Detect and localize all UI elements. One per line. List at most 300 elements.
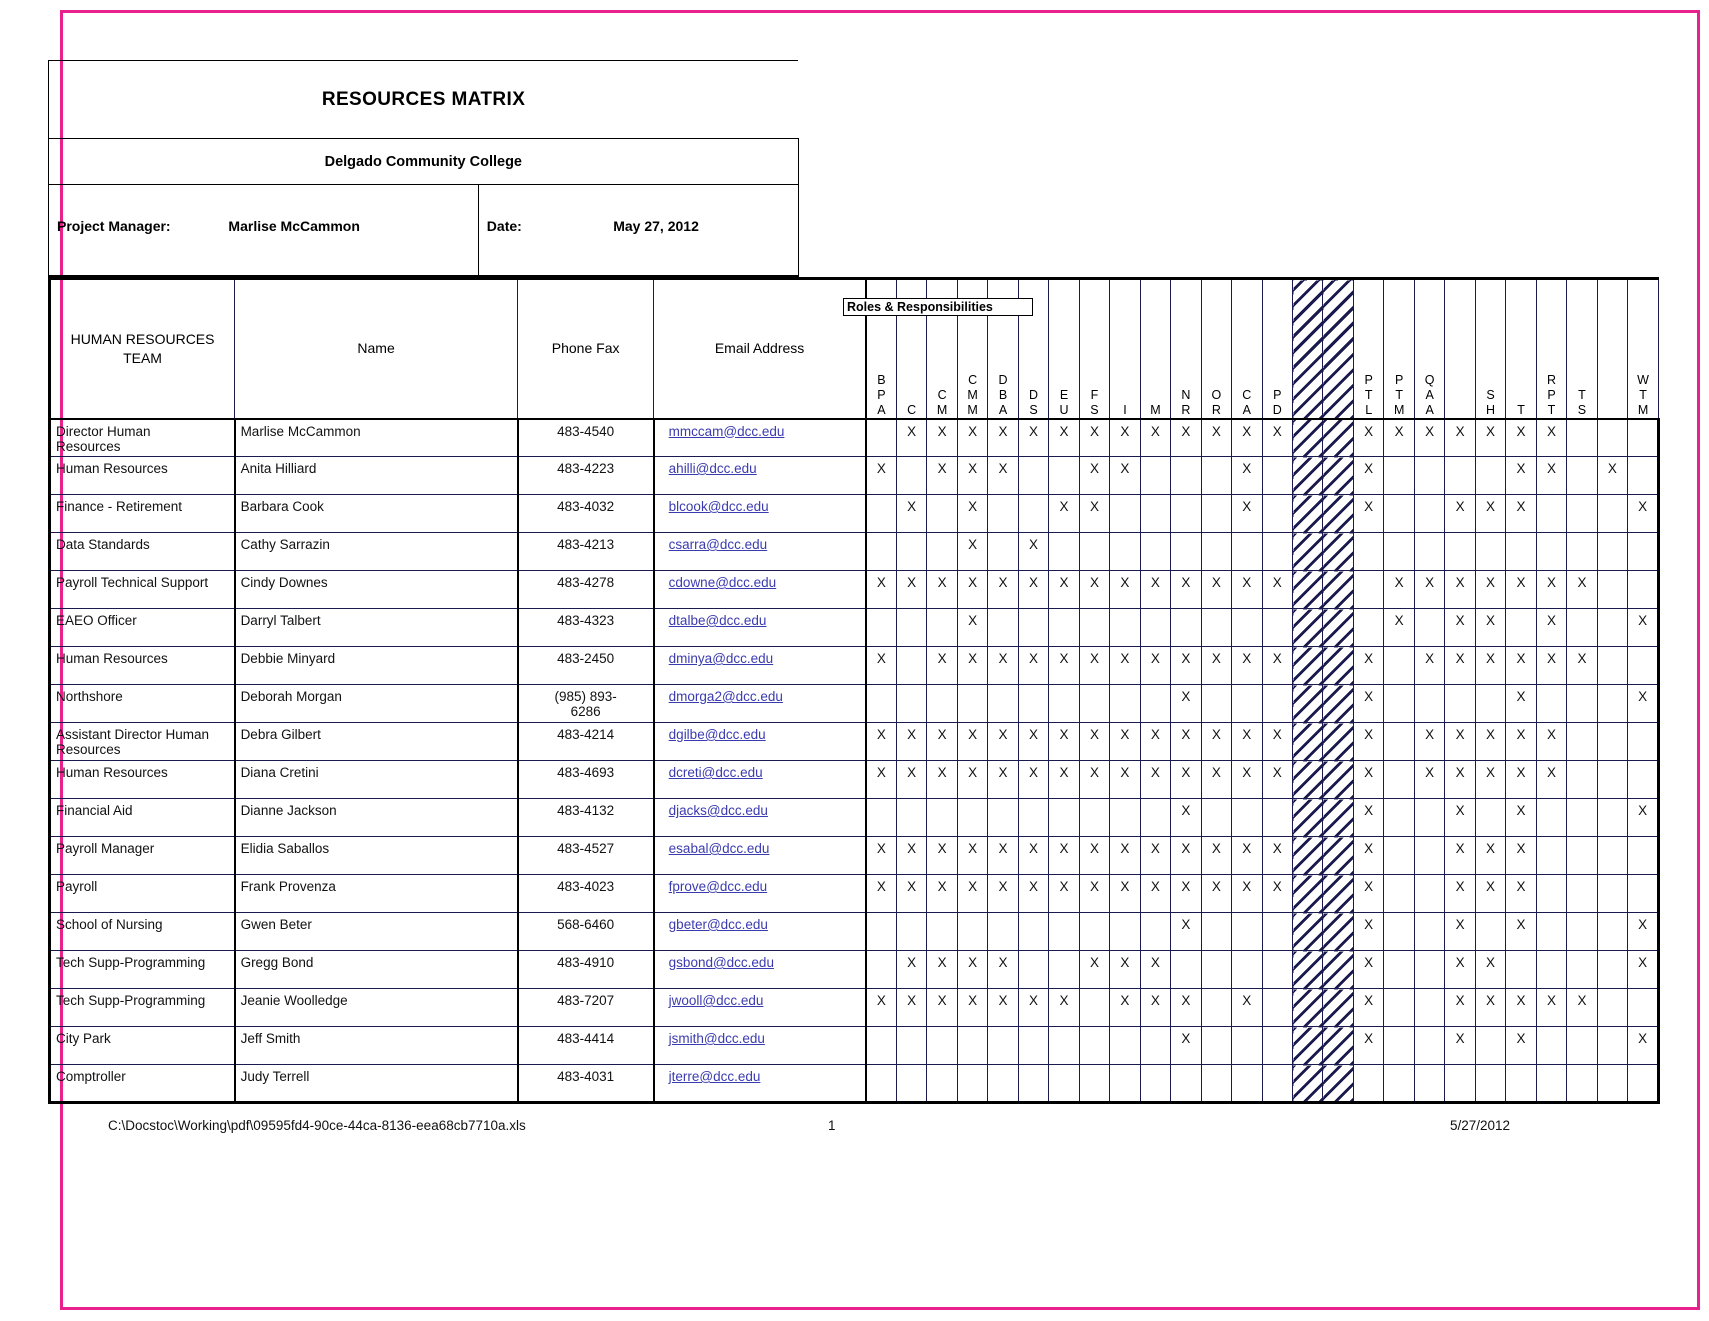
cell-email[interactable] [654, 951, 866, 989]
cell-role-nr[interactable]: X [1171, 685, 1201, 723]
cell-role-blank1[interactable]: X [1445, 951, 1475, 989]
cell-role-sh[interactable]: X [1475, 837, 1505, 875]
cell-role-ptm[interactable] [1384, 989, 1414, 1027]
cell-role-ca[interactable]: X [1232, 837, 1262, 875]
cell-role-rpt[interactable] [1536, 875, 1566, 913]
cell-role-dba[interactable] [988, 799, 1018, 837]
cell-role-t[interactable] [1506, 1065, 1536, 1103]
cell-role-or[interactable]: X [1201, 761, 1231, 799]
cell-role-pg[interactable] [1323, 799, 1353, 837]
cell-role-ptl[interactable] [1353, 571, 1383, 609]
cell-role-ptl[interactable] [1353, 1065, 1383, 1103]
cell-role-m[interactable] [1140, 1065, 1170, 1103]
cell-role-ts[interactable] [1567, 457, 1597, 495]
cell-role-c[interactable] [896, 457, 926, 495]
cell-role-i[interactable] [1110, 609, 1140, 647]
cell-role-cmm[interactable]: X [957, 533, 987, 571]
cell-email[interactable] [654, 495, 866, 533]
cell-role-ds[interactable]: X [1018, 837, 1048, 875]
cell-role-pg[interactable] [1323, 913, 1353, 951]
cell-role-dba[interactable] [988, 685, 1018, 723]
cell-role-ptm[interactable] [1384, 1027, 1414, 1065]
cell-role-ds[interactable]: X [1018, 647, 1048, 685]
cell-role-cmm[interactable] [957, 1065, 987, 1103]
cell-role-ptl[interactable]: X [1353, 685, 1383, 723]
cell-role-fs[interactable]: X [1079, 457, 1109, 495]
cell-role-ds[interactable] [1018, 495, 1048, 533]
cell-role-t[interactable]: X [1506, 723, 1536, 761]
cell-role-ptl[interactable]: X [1353, 875, 1383, 913]
cell-role-wtm[interactable] [1628, 723, 1659, 761]
cell-role-qaa[interactable] [1414, 837, 1444, 875]
cell-role-ptl[interactable]: X [1353, 761, 1383, 799]
cell-role-t[interactable]: X [1506, 571, 1536, 609]
cell-role-rpt[interactable] [1536, 1027, 1566, 1065]
cell-role-blank2[interactable] [1597, 1027, 1627, 1065]
cell-role-qaa[interactable] [1414, 1027, 1444, 1065]
cell-role-or[interactable]: X [1201, 723, 1231, 761]
cell-role-rpt[interactable] [1536, 913, 1566, 951]
cell-role-rpt[interactable] [1536, 799, 1566, 837]
cell-role-wtm[interactable] [1628, 533, 1659, 571]
cell-role-pd[interactable] [1262, 951, 1292, 989]
cell-role-or[interactable] [1201, 609, 1231, 647]
cell-role-dba[interactable] [988, 913, 1018, 951]
cell-role-fs[interactable]: X [1079, 419, 1109, 457]
cell-role-t[interactable]: X [1506, 1027, 1536, 1065]
cell-role-t[interactable]: X [1506, 647, 1536, 685]
cell-role-m[interactable]: X [1140, 951, 1170, 989]
cell-role-c[interactable] [896, 1027, 926, 1065]
cell-role-ptl[interactable] [1353, 609, 1383, 647]
cell-role-blank1[interactable]: X [1445, 1027, 1475, 1065]
cell-role-pd[interactable]: X [1262, 723, 1292, 761]
cell-role-eu[interactable] [1049, 457, 1079, 495]
cell-role-or[interactable] [1201, 495, 1231, 533]
cell-role-nr[interactable]: X [1171, 723, 1201, 761]
cell-email[interactable] [654, 875, 866, 913]
cell-role-m[interactable] [1140, 495, 1170, 533]
cell-role-pg[interactable] [1323, 571, 1353, 609]
cell-role-pd[interactable] [1262, 1027, 1292, 1065]
cell-role-qaa[interactable]: X [1414, 571, 1444, 609]
cell-role-dba[interactable]: X [988, 837, 1018, 875]
cell-role-m[interactable] [1140, 457, 1170, 495]
cell-role-t[interactable]: X [1506, 685, 1536, 723]
email-link[interactable]: jsmith@dcc.edu [668, 1031, 765, 1046]
cell-role-sh[interactable]: X [1475, 571, 1505, 609]
cell-role-c[interactable] [896, 609, 926, 647]
cell-role-i[interactable]: X [1110, 647, 1140, 685]
cell-role-eu[interactable] [1049, 685, 1079, 723]
cell-role-dba[interactable]: X [988, 571, 1018, 609]
cell-role-fs[interactable] [1079, 799, 1109, 837]
cell-role-rpt[interactable]: X [1536, 989, 1566, 1027]
cell-role-t[interactable] [1506, 951, 1536, 989]
cell-role-wtm[interactable] [1628, 457, 1659, 495]
cell-role-blank1[interactable]: X [1445, 989, 1475, 1027]
cell-role-cmm[interactable] [957, 799, 987, 837]
cell-role-m[interactable]: X [1140, 723, 1170, 761]
cell-role-or[interactable] [1201, 951, 1231, 989]
cell-role-ca[interactable]: X [1232, 875, 1262, 913]
cell-role-t[interactable]: X [1506, 837, 1536, 875]
cell-role-blank2[interactable] [1597, 837, 1627, 875]
email-link[interactable]: fprove@dcc.edu [668, 879, 768, 894]
cell-role-ptl[interactable]: X [1353, 647, 1383, 685]
cell-role-blank2[interactable] [1597, 533, 1627, 571]
cell-role-rpt[interactable]: X [1536, 419, 1566, 457]
cell-role-rpt[interactable]: X [1536, 609, 1566, 647]
email-link[interactable]: esabal@dcc.edu [668, 841, 770, 856]
cell-role-blank2[interactable] [1597, 875, 1627, 913]
cell-role-pm[interactable] [1293, 761, 1323, 799]
cell-role-nr[interactable]: X [1171, 571, 1201, 609]
cell-role-pd[interactable] [1262, 609, 1292, 647]
cell-role-t[interactable]: X [1506, 761, 1536, 799]
cell-role-pd[interactable] [1262, 989, 1292, 1027]
cell-role-nr[interactable]: X [1171, 837, 1201, 875]
cell-role-ds[interactable]: X [1018, 571, 1048, 609]
cell-role-i[interactable]: X [1110, 571, 1140, 609]
cell-role-pm[interactable] [1293, 723, 1323, 761]
cell-role-ts[interactable] [1567, 837, 1597, 875]
cell-role-sh[interactable]: X [1475, 609, 1505, 647]
cell-role-blank1[interactable]: X [1445, 571, 1475, 609]
cell-role-eu[interactable]: X [1049, 875, 1079, 913]
cell-role-eu[interactable]: X [1049, 723, 1079, 761]
cell-role-rpt[interactable]: X [1536, 761, 1566, 799]
cell-role-ts[interactable] [1567, 723, 1597, 761]
cell-role-pg[interactable] [1323, 609, 1353, 647]
cell-role-wtm[interactable] [1628, 837, 1659, 875]
cell-role-pm[interactable] [1293, 799, 1323, 837]
cell-role-wtm[interactable]: X [1628, 685, 1659, 723]
cell-role-bpa[interactable] [866, 609, 896, 647]
cell-role-pm[interactable] [1293, 609, 1323, 647]
cell-role-blank1[interactable]: X [1445, 761, 1475, 799]
cell-role-m[interactable] [1140, 799, 1170, 837]
cell-role-i[interactable]: X [1110, 419, 1140, 457]
cell-role-qaa[interactable] [1414, 913, 1444, 951]
cell-role-i[interactable]: X [1110, 457, 1140, 495]
cell-role-nr[interactable] [1171, 951, 1201, 989]
cell-role-pm[interactable] [1293, 951, 1323, 989]
cell-role-bpa[interactable]: X [866, 647, 896, 685]
cell-role-eu[interactable] [1049, 1027, 1079, 1065]
cell-role-wtm[interactable]: X [1628, 951, 1659, 989]
cell-role-dba[interactable]: X [988, 647, 1018, 685]
cell-role-sh[interactable] [1475, 799, 1505, 837]
cell-role-cm[interactable]: X [927, 723, 957, 761]
cell-role-pd[interactable] [1262, 495, 1292, 533]
cell-role-fs[interactable] [1079, 533, 1109, 571]
cell-role-t[interactable]: X [1506, 799, 1536, 837]
cell-role-pd[interactable] [1262, 533, 1292, 571]
cell-role-i[interactable]: X [1110, 989, 1140, 1027]
cell-role-nr[interactable]: X [1171, 1027, 1201, 1065]
cell-role-pg[interactable] [1323, 875, 1353, 913]
cell-role-wtm[interactable]: X [1628, 913, 1659, 951]
cell-role-rpt[interactable]: X [1536, 723, 1566, 761]
cell-role-rpt[interactable] [1536, 951, 1566, 989]
email-link[interactable]: blcook@dcc.edu [668, 499, 769, 514]
cell-role-i[interactable] [1110, 913, 1140, 951]
cell-role-blank2[interactable] [1597, 495, 1627, 533]
cell-role-nr[interactable]: X [1171, 913, 1201, 951]
cell-role-m[interactable]: X [1140, 571, 1170, 609]
cell-role-or[interactable]: X [1201, 875, 1231, 913]
cell-role-wtm[interactable]: X [1628, 495, 1659, 533]
cell-role-cm[interactable]: X [927, 457, 957, 495]
cell-role-m[interactable]: X [1140, 647, 1170, 685]
cell-role-ca[interactable] [1232, 1065, 1262, 1103]
cell-role-sh[interactable] [1475, 533, 1505, 571]
cell-role-t[interactable]: X [1506, 989, 1536, 1027]
cell-role-blank2[interactable]: X [1597, 457, 1627, 495]
cell-role-ca[interactable] [1232, 1027, 1262, 1065]
cell-role-c[interactable] [896, 913, 926, 951]
cell-role-c[interactable]: X [896, 495, 926, 533]
cell-role-t[interactable]: X [1506, 419, 1536, 457]
cell-role-nr[interactable] [1171, 1065, 1201, 1103]
cell-role-bpa[interactable]: X [866, 875, 896, 913]
cell-role-sh[interactable] [1475, 1027, 1505, 1065]
cell-role-c[interactable]: X [896, 723, 926, 761]
cell-role-eu[interactable]: X [1049, 419, 1079, 457]
cell-email[interactable] [654, 989, 866, 1027]
cell-role-pm[interactable] [1293, 457, 1323, 495]
cell-role-m[interactable]: X [1140, 419, 1170, 457]
cell-role-blank2[interactable] [1597, 723, 1627, 761]
cell-role-eu[interactable] [1049, 799, 1079, 837]
cell-role-i[interactable]: X [1110, 875, 1140, 913]
cell-role-cm[interactable] [927, 495, 957, 533]
cell-role-ts[interactable]: X [1567, 571, 1597, 609]
cell-role-rpt[interactable] [1536, 533, 1566, 571]
cell-role-c[interactable] [896, 685, 926, 723]
cell-role-ts[interactable] [1567, 951, 1597, 989]
cell-role-eu[interactable] [1049, 951, 1079, 989]
cell-role-ca[interactable] [1232, 685, 1262, 723]
cell-role-i[interactable]: X [1110, 837, 1140, 875]
cell-email[interactable] [654, 419, 866, 457]
cell-role-blank2[interactable] [1597, 951, 1627, 989]
cell-role-wtm[interactable]: X [1628, 609, 1659, 647]
cell-role-ca[interactable]: X [1232, 761, 1262, 799]
cell-role-ptl[interactable]: X [1353, 913, 1383, 951]
cell-role-nr[interactable]: X [1171, 875, 1201, 913]
cell-role-i[interactable]: X [1110, 951, 1140, 989]
cell-role-nr[interactable]: X [1171, 799, 1201, 837]
cell-role-ptm[interactable] [1384, 647, 1414, 685]
cell-role-ts[interactable] [1567, 799, 1597, 837]
cell-email[interactable] [654, 913, 866, 951]
cell-role-i[interactable]: X [1110, 761, 1140, 799]
cell-role-pm[interactable] [1293, 533, 1323, 571]
cell-role-nr[interactable]: X [1171, 761, 1201, 799]
cell-role-ptl[interactable]: X [1353, 723, 1383, 761]
cell-role-blank2[interactable] [1597, 609, 1627, 647]
cell-role-fs[interactable] [1079, 685, 1109, 723]
cell-role-bpa[interactable]: X [866, 837, 896, 875]
cell-role-cm[interactable]: X [927, 951, 957, 989]
cell-role-t[interactable]: X [1506, 457, 1536, 495]
cell-role-pd[interactable] [1262, 799, 1292, 837]
cell-role-dba[interactable] [988, 1027, 1018, 1065]
cell-role-pm[interactable] [1293, 1027, 1323, 1065]
cell-role-cmm[interactable]: X [957, 647, 987, 685]
cell-role-blank2[interactable] [1597, 913, 1627, 951]
cell-role-i[interactable] [1110, 799, 1140, 837]
cell-role-pd[interactable]: X [1262, 647, 1292, 685]
cell-role-cmm[interactable] [957, 913, 987, 951]
cell-role-cm[interactable]: X [927, 989, 957, 1027]
cell-role-ca[interactable] [1232, 609, 1262, 647]
cell-role-nr[interactable] [1171, 533, 1201, 571]
cell-role-ts[interactable] [1567, 419, 1597, 457]
cell-role-c[interactable] [896, 533, 926, 571]
cell-role-sh[interactable]: X [1475, 495, 1505, 533]
cell-role-pg[interactable] [1323, 495, 1353, 533]
cell-role-wtm[interactable] [1628, 1065, 1659, 1103]
cell-role-cm[interactable] [927, 533, 957, 571]
cell-role-qaa[interactable] [1414, 495, 1444, 533]
cell-role-cmm[interactable]: X [957, 609, 987, 647]
cell-role-sh[interactable]: X [1475, 723, 1505, 761]
cell-role-ptm[interactable] [1384, 1065, 1414, 1103]
cell-role-rpt[interactable] [1536, 1065, 1566, 1103]
cell-role-qaa[interactable] [1414, 799, 1444, 837]
cell-role-pg[interactable] [1323, 989, 1353, 1027]
cell-role-or[interactable]: X [1201, 419, 1231, 457]
cell-role-sh[interactable]: X [1475, 989, 1505, 1027]
cell-role-ca[interactable] [1232, 951, 1262, 989]
cell-role-ptl[interactable]: X [1353, 951, 1383, 989]
cell-role-blank2[interactable] [1597, 1065, 1627, 1103]
cell-role-or[interactable] [1201, 913, 1231, 951]
cell-role-ptl[interactable]: X [1353, 1027, 1383, 1065]
cell-role-cmm[interactable]: X [957, 457, 987, 495]
cell-role-c[interactable]: X [896, 419, 926, 457]
cell-role-nr[interactable]: X [1171, 989, 1201, 1027]
cell-role-rpt[interactable]: X [1536, 571, 1566, 609]
cell-role-sh[interactable]: X [1475, 419, 1505, 457]
cell-role-ds[interactable] [1018, 913, 1048, 951]
cell-role-fs[interactable]: X [1079, 951, 1109, 989]
cell-role-cmm[interactable]: X [957, 951, 987, 989]
cell-role-cm[interactable] [927, 609, 957, 647]
cell-role-or[interactable] [1201, 685, 1231, 723]
cell-role-or[interactable] [1201, 1027, 1231, 1065]
cell-role-pm[interactable] [1293, 913, 1323, 951]
cell-role-dba[interactable] [988, 609, 1018, 647]
cell-role-bpa[interactable] [866, 913, 896, 951]
cell-role-cmm[interactable]: X [957, 989, 987, 1027]
email-link[interactable]: djacks@dcc.edu [668, 803, 768, 818]
cell-role-pg[interactable] [1323, 419, 1353, 457]
cell-role-ptm[interactable] [1384, 457, 1414, 495]
cell-role-or[interactable]: X [1201, 647, 1231, 685]
cell-role-cm[interactable] [927, 1027, 957, 1065]
cell-role-rpt[interactable]: X [1536, 457, 1566, 495]
cell-role-ptl[interactable]: X [1353, 989, 1383, 1027]
cell-role-blank2[interactable] [1597, 761, 1627, 799]
cell-role-ptl[interactable] [1353, 533, 1383, 571]
cell-role-m[interactable]: X [1140, 875, 1170, 913]
email-link[interactable]: gbeter@dcc.edu [668, 917, 768, 932]
cell-role-dba[interactable]: X [988, 875, 1018, 913]
cell-role-ca[interactable] [1232, 799, 1262, 837]
cell-role-ds[interactable] [1018, 457, 1048, 495]
cell-role-rpt[interactable]: X [1536, 647, 1566, 685]
cell-role-cmm[interactable]: X [957, 875, 987, 913]
cell-role-fs[interactable] [1079, 989, 1109, 1027]
cell-role-pg[interactable] [1323, 723, 1353, 761]
cell-role-ptl[interactable]: X [1353, 799, 1383, 837]
cell-role-eu[interactable] [1049, 533, 1079, 571]
cell-role-ptm[interactable] [1384, 723, 1414, 761]
cell-role-wtm[interactable] [1628, 989, 1659, 1027]
cell-role-fs[interactable] [1079, 609, 1109, 647]
cell-role-pg[interactable] [1323, 457, 1353, 495]
cell-role-bpa[interactable] [866, 951, 896, 989]
cell-role-sh[interactable]: X [1475, 761, 1505, 799]
cell-role-rpt[interactable] [1536, 495, 1566, 533]
cell-role-eu[interactable]: X [1049, 571, 1079, 609]
cell-role-blank1[interactable]: X [1445, 419, 1475, 457]
cell-role-sh[interactable] [1475, 1065, 1505, 1103]
cell-role-bpa[interactable]: X [866, 571, 896, 609]
cell-role-or[interactable] [1201, 989, 1231, 1027]
cell-role-pd[interactable]: X [1262, 419, 1292, 457]
cell-role-rpt[interactable] [1536, 685, 1566, 723]
cell-role-ds[interactable] [1018, 1065, 1048, 1103]
cell-role-blank1[interactable]: X [1445, 913, 1475, 951]
email-link[interactable]: ahilli@dcc.edu [668, 461, 757, 476]
cell-role-ptm[interactable] [1384, 837, 1414, 875]
cell-role-fs[interactable] [1079, 1027, 1109, 1065]
cell-role-bpa[interactable]: X [866, 989, 896, 1027]
cell-role-qaa[interactable] [1414, 989, 1444, 1027]
cell-role-cm[interactable]: X [927, 837, 957, 875]
cell-role-ds[interactable]: X [1018, 989, 1048, 1027]
cell-role-wtm[interactable] [1628, 647, 1659, 685]
cell-role-ca[interactable]: X [1232, 495, 1262, 533]
cell-role-qaa[interactable]: X [1414, 723, 1444, 761]
cell-role-blank2[interactable] [1597, 799, 1627, 837]
cell-role-blank1[interactable]: X [1445, 799, 1475, 837]
cell-role-qaa[interactable] [1414, 685, 1444, 723]
cell-role-ptm[interactable] [1384, 685, 1414, 723]
cell-role-sh[interactable]: X [1475, 951, 1505, 989]
cell-role-eu[interactable] [1049, 913, 1079, 951]
cell-role-pm[interactable] [1293, 685, 1323, 723]
cell-role-ca[interactable] [1232, 533, 1262, 571]
email-link[interactable]: cdowne@dcc.edu [668, 575, 777, 590]
cell-role-ptm[interactable] [1384, 799, 1414, 837]
cell-role-ptm[interactable] [1384, 495, 1414, 533]
email-link[interactable]: csarra@dcc.edu [668, 537, 768, 552]
cell-role-ts[interactable] [1567, 495, 1597, 533]
cell-role-fs[interactable]: X [1079, 495, 1109, 533]
email-link[interactable]: gsbond@dcc.edu [668, 955, 774, 970]
cell-role-or[interactable] [1201, 457, 1231, 495]
cell-role-blank1[interactable]: X [1445, 723, 1475, 761]
cell-role-fs[interactable]: X [1079, 837, 1109, 875]
cell-email[interactable] [654, 533, 866, 571]
cell-role-eu[interactable] [1049, 609, 1079, 647]
